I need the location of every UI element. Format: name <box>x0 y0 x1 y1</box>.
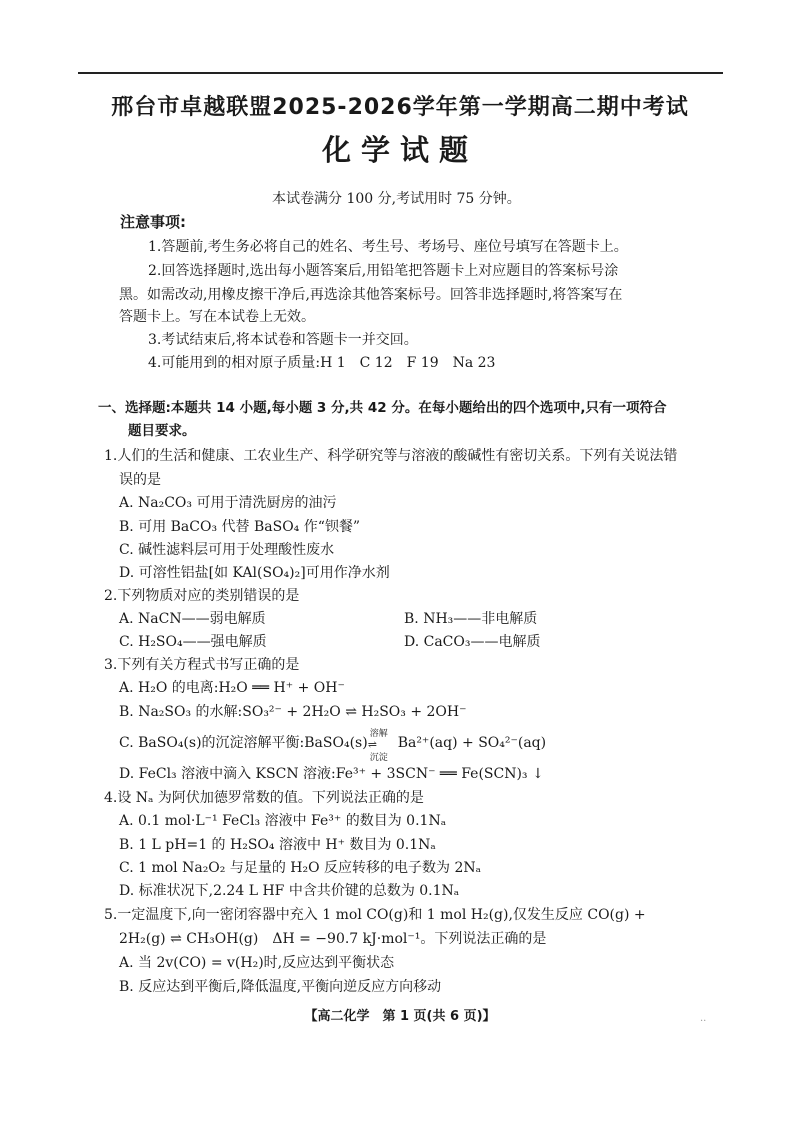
q1-stem-cont: 误的是 <box>119 472 161 488</box>
q2-stem: 2.下列物质对应的类别错误的是 <box>104 588 300 604</box>
q5-option-a: A. 当 2v(CO) = v(H₂)时,反应达到平衡状态 <box>119 955 395 971</box>
q3-option-c-lhs: C. BaSO₄(s)的沉淀溶解平衡:BaSO₄(s) <box>119 735 368 751</box>
q4-option-a: A. 0.1 mol·L⁻¹ FeCl₃ 溶液中 Fe³⁺ 的数目为 0.1Nₐ <box>119 813 447 829</box>
q1-option-b: B. 可用 BaCO₃ 代替 BaSO₄ 作“钡餐” <box>119 519 361 535</box>
q3-option-a: A. H₂O 的电离:H₂O ══ H⁺ + OH⁻ <box>119 680 345 696</box>
q3-option-c-rhs: Ba²⁺(aq) + SO₄²⁻(aq) <box>397 735 547 751</box>
q5-option-b: B. 反应达到平衡后,降低温度,平衡向逆反应方向移动 <box>119 979 442 995</box>
q4-option-d: D. 标准状况下,2.24 L HF 中含共价键的总数为 0.1Nₐ <box>119 883 460 899</box>
q1-option-d: D. 可溶性铝盐[如 KAl(SO₄)₂]可用作净水剂 <box>119 565 390 581</box>
arrow-label-precipitate: 沉淀 <box>369 753 388 763</box>
equilibrium-arrow <box>367 729 398 763</box>
q3-option-d: D. FeCl₃ 溶液中滴入 KSCN 溶液:Fe³⁺ + 3SCN⁻ ══ Fe(SCN)₃ ↓ <box>119 766 544 782</box>
exam-title: 邢台市卓越联盟2025-2026学年第一学期高二期中考试 <box>111 95 689 120</box>
q5-stem-cont: 2H₂(g) ⇌ CH₃OH(g) ΔH = −90.7 kJ·mol⁻¹。下列说法正确的是 <box>119 931 547 947</box>
subject-title: 化学试题 <box>321 133 478 167</box>
section-heading: 一、选择题:本题共 14 小题,每小题 3 分,共 42 分。在每小题给出的四个选项中,只有一项符合 <box>98 400 667 416</box>
top-rule <box>78 72 723 74</box>
notice-line: 4.可能用到的相对原子质量:H 1 C 12 F 19 Na 23 <box>148 355 496 371</box>
notice-line: 2.回答选择题时,选出每小题答案后,用铅笔把答题卡上对应题目的答案标号涂 <box>148 263 619 279</box>
notice-line: 黑。如需改动,用橡皮擦干净后,再选涂其他答案标号。回答非选择题时,将答案写在 <box>119 287 623 303</box>
notice-line: 答题卡上。写在本试卷上无效。 <box>119 309 315 325</box>
q2-option-b: B. NH₃——非电解质 <box>404 611 538 627</box>
notice-line: 3.考试结束后,将本试卷和答题卡一并交回。 <box>148 332 418 348</box>
q3-option-c <box>119 729 547 763</box>
arrow-label-dissolve: 溶解 <box>369 729 388 739</box>
q1-option-c: C. 碱性滤料层可用于处理酸性废水 <box>119 542 335 558</box>
q2-option-a: A. NaCN——弱电解质 <box>119 611 266 627</box>
q1-stem: 1.人们的生活和健康、工农业生产、科学研究等与溶液的酸碱性有密切关系。下列有关说法错 <box>104 448 678 464</box>
q4-option-b: B. 1 L pH=1 的 H₂SO₄ 溶液中 H⁺ 数目为 0.1Nₐ <box>119 837 436 853</box>
notice-heading: 注意事项: <box>120 213 186 231</box>
page-footer: 【高二化学 第 1 页(共 6 页)】 <box>304 1009 496 1024</box>
q2-option-d: D. CaCO₃——电解质 <box>404 634 541 650</box>
q4-stem: 4.设 Nₐ 为阿伏加德罗常数的值。下列说法正确的是 <box>104 790 424 806</box>
q3-stem: 3.下列有关方程式书写正确的是 <box>104 657 300 673</box>
arrow-symbol: ⇌ <box>367 738 377 751</box>
corner-mark: .. <box>700 1013 707 1024</box>
q5-stem: 5.一定温度下,向一密闭容器中充入 1 mol CO(g)和 1 mol H₂(g),仅发生反应 CO(g) + <box>104 907 646 923</box>
section-heading-cont: 题目要求。 <box>128 423 196 439</box>
notice-line: 1.答题前,考生务必将自己的姓名、考生号、考场号、座位号填写在答题卡上。 <box>148 239 628 255</box>
exam-info: 本试卷满分 100 分,考试用时 75 分钟。 <box>272 191 521 207</box>
q4-option-c: C. 1 mol Na₂O₂ 与足量的 H₂O 反应转移的电子数为 2Nₐ <box>119 860 482 876</box>
q3-option-b: B. Na₂SO₃ 的水解:SO₃²⁻ + 2H₂O ⇌ H₂SO₃ + 2OH⁻ <box>119 704 467 720</box>
q1-option-a: A. Na₂CO₃ 可用于清洗厨房的油污 <box>119 495 337 511</box>
q2-option-c: C. H₂SO₄——强电解质 <box>119 634 267 650</box>
